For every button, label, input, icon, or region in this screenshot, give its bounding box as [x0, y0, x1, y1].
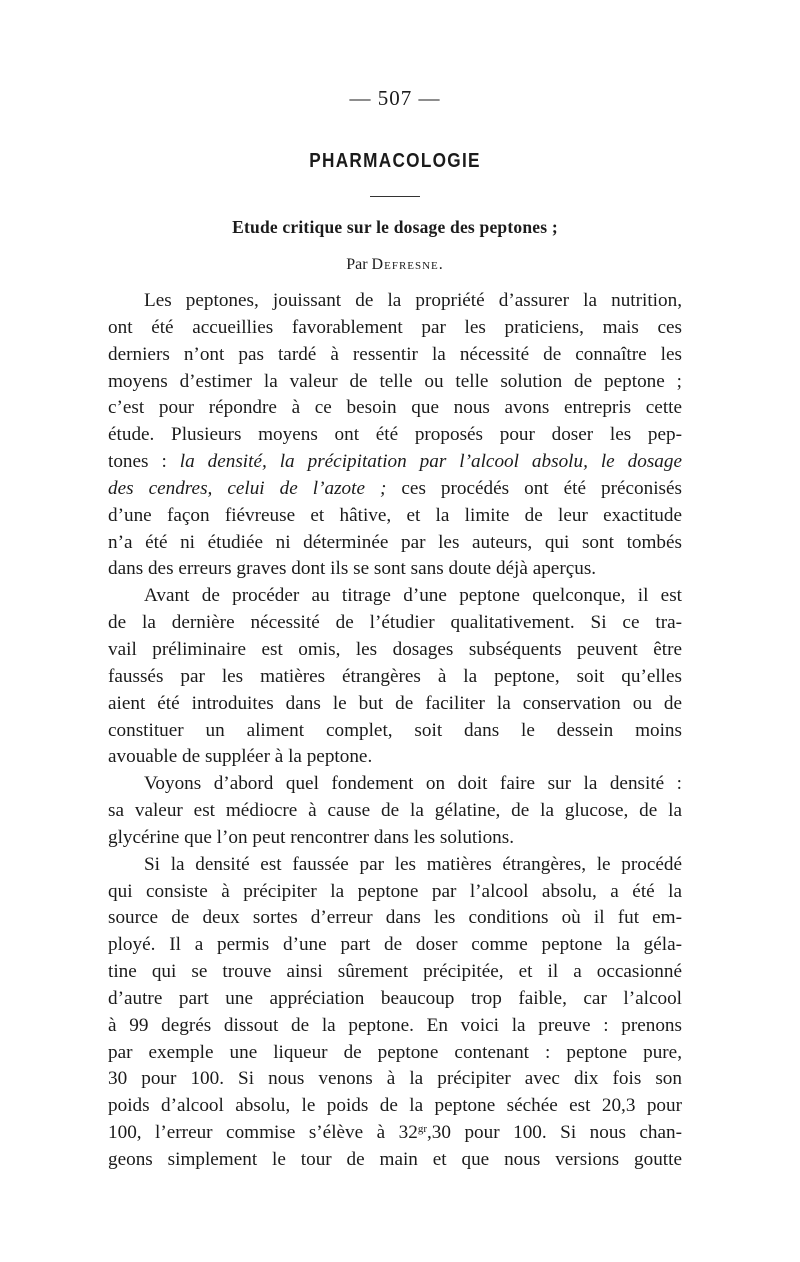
author-name: Defresne.	[371, 256, 444, 273]
text-line: avouable de suppléer à la peptone.	[108, 746, 373, 768]
text-line: de la dernière nécessité de l’étudier qualitativement. Si ce tra-	[108, 612, 682, 634]
text-line: à 99 degrés dissout de la peptone. En voici la preuve : prenons	[108, 1014, 682, 1036]
text-line: ployé. Il a permis d’une part de doser comme peptone la géla-	[108, 934, 682, 956]
italic-fragment: la densité, la précipitation par l’alcool absolu, le dosage	[179, 451, 682, 473]
text-line: source de deux sortes d’erreur dans les conditions où il fut em-	[108, 907, 682, 929]
text-line: sa valeur est médiocre à cause de la gélatine, de la glucose, de la	[108, 800, 682, 822]
text-line: Avant de procéder au titrage d’une peptone quelconque, il est	[144, 585, 682, 607]
text-line: c’est pour répondre à ce besoin que nous avons entrepris cette	[108, 397, 682, 419]
text-line	[108, 1120, 682, 1147]
text-line	[108, 449, 682, 476]
text-line: d’une façon fiévreuse et hâtive, et la limite de leur exactitude	[108, 504, 682, 526]
superscript-unit: gr	[417, 1123, 427, 1136]
text-fragment: ,30 pour 100. Si nous chan-	[427, 1122, 683, 1144]
article-title: Etude critique sur le dosage des peptones ;	[232, 217, 558, 237]
text-line: Les peptones, jouissant de la propriété d’assurer la nutrition,	[144, 290, 682, 311]
text-fragment: ces procédés ont été préconisés	[401, 477, 682, 499]
text-fragment: 100, l’erreur commise s’élève à 32	[108, 1122, 418, 1144]
article-body	[108, 288, 682, 1174]
page-number: — 507 —	[349, 86, 441, 110]
text-line: dans des erreurs graves dont ils se sont sans doute déjà aperçus.	[108, 558, 597, 580]
text-line	[108, 476, 682, 503]
text-line: Voyons d’abord quel fondement on doit faire sur la densité :	[144, 773, 682, 795]
text-line: par exemple une liqueur de peptone contenant : peptone pure,	[108, 1041, 682, 1063]
book-page	[108, 0, 682, 1262]
text-line: aient été introduites dans le but de faciliter la conservation ou de	[108, 692, 682, 714]
author-prefix: Par	[346, 256, 368, 273]
text-line: 30 pour 100. Si nous venons à la précipiter avec dix fois son	[108, 1068, 682, 1090]
text-line: tine qui se trouve ainsi sûrement précipitée, et il a occasionné	[108, 961, 682, 983]
italic-fragment: des cendres, celui de l’azote ;	[108, 477, 387, 499]
text-line: étude. Plusieurs moyens ont été proposés pour doser les pep-	[108, 424, 682, 446]
section-title: PHARMACOLOGIE	[309, 150, 481, 172]
text-line: constituer un aliment complet, soit dans le dessein moins	[108, 719, 682, 741]
text-line: moyens d’estimer la valeur de telle ou telle solution de peptone ;	[108, 370, 682, 392]
text-line: n’a été ni étudiée ni déterminée par les auteurs, qui sont tombés	[108, 531, 682, 553]
text-line: Si la densité est faussée par les matières étrangères, le procédé	[144, 853, 682, 875]
text-line: glycérine que l’on peut rencontrer dans les solutions.	[108, 826, 515, 848]
text-line: vail préliminaire est omis, les dosages subséquents peuvent être	[108, 638, 682, 660]
author-line	[108, 256, 682, 274]
text-line: ont été accueillies favorablement par les praticiens, mais ces	[108, 316, 682, 338]
text-line: qui consiste à précipiter la peptone par l’alcool absolu, a été la	[108, 880, 682, 902]
text-line: derniers n’ont pas tardé à ressentir la nécessité de connaître les	[108, 343, 682, 365]
text-fragment: tones :	[108, 451, 167, 473]
title-rule	[370, 196, 420, 197]
text-line: poids d’alcool absolu, le poids de la peptone séchée est 20,3 pour	[108, 1095, 682, 1117]
text-line: faussés par les matières étrangères à la peptone, soit qu’elles	[108, 665, 682, 687]
text-line: d’autre part une appréciation beaucoup trop faible, car l’alcool	[108, 987, 682, 1009]
text-line: geons simplement le tour de main et que nous versions goutte	[108, 1149, 682, 1170]
